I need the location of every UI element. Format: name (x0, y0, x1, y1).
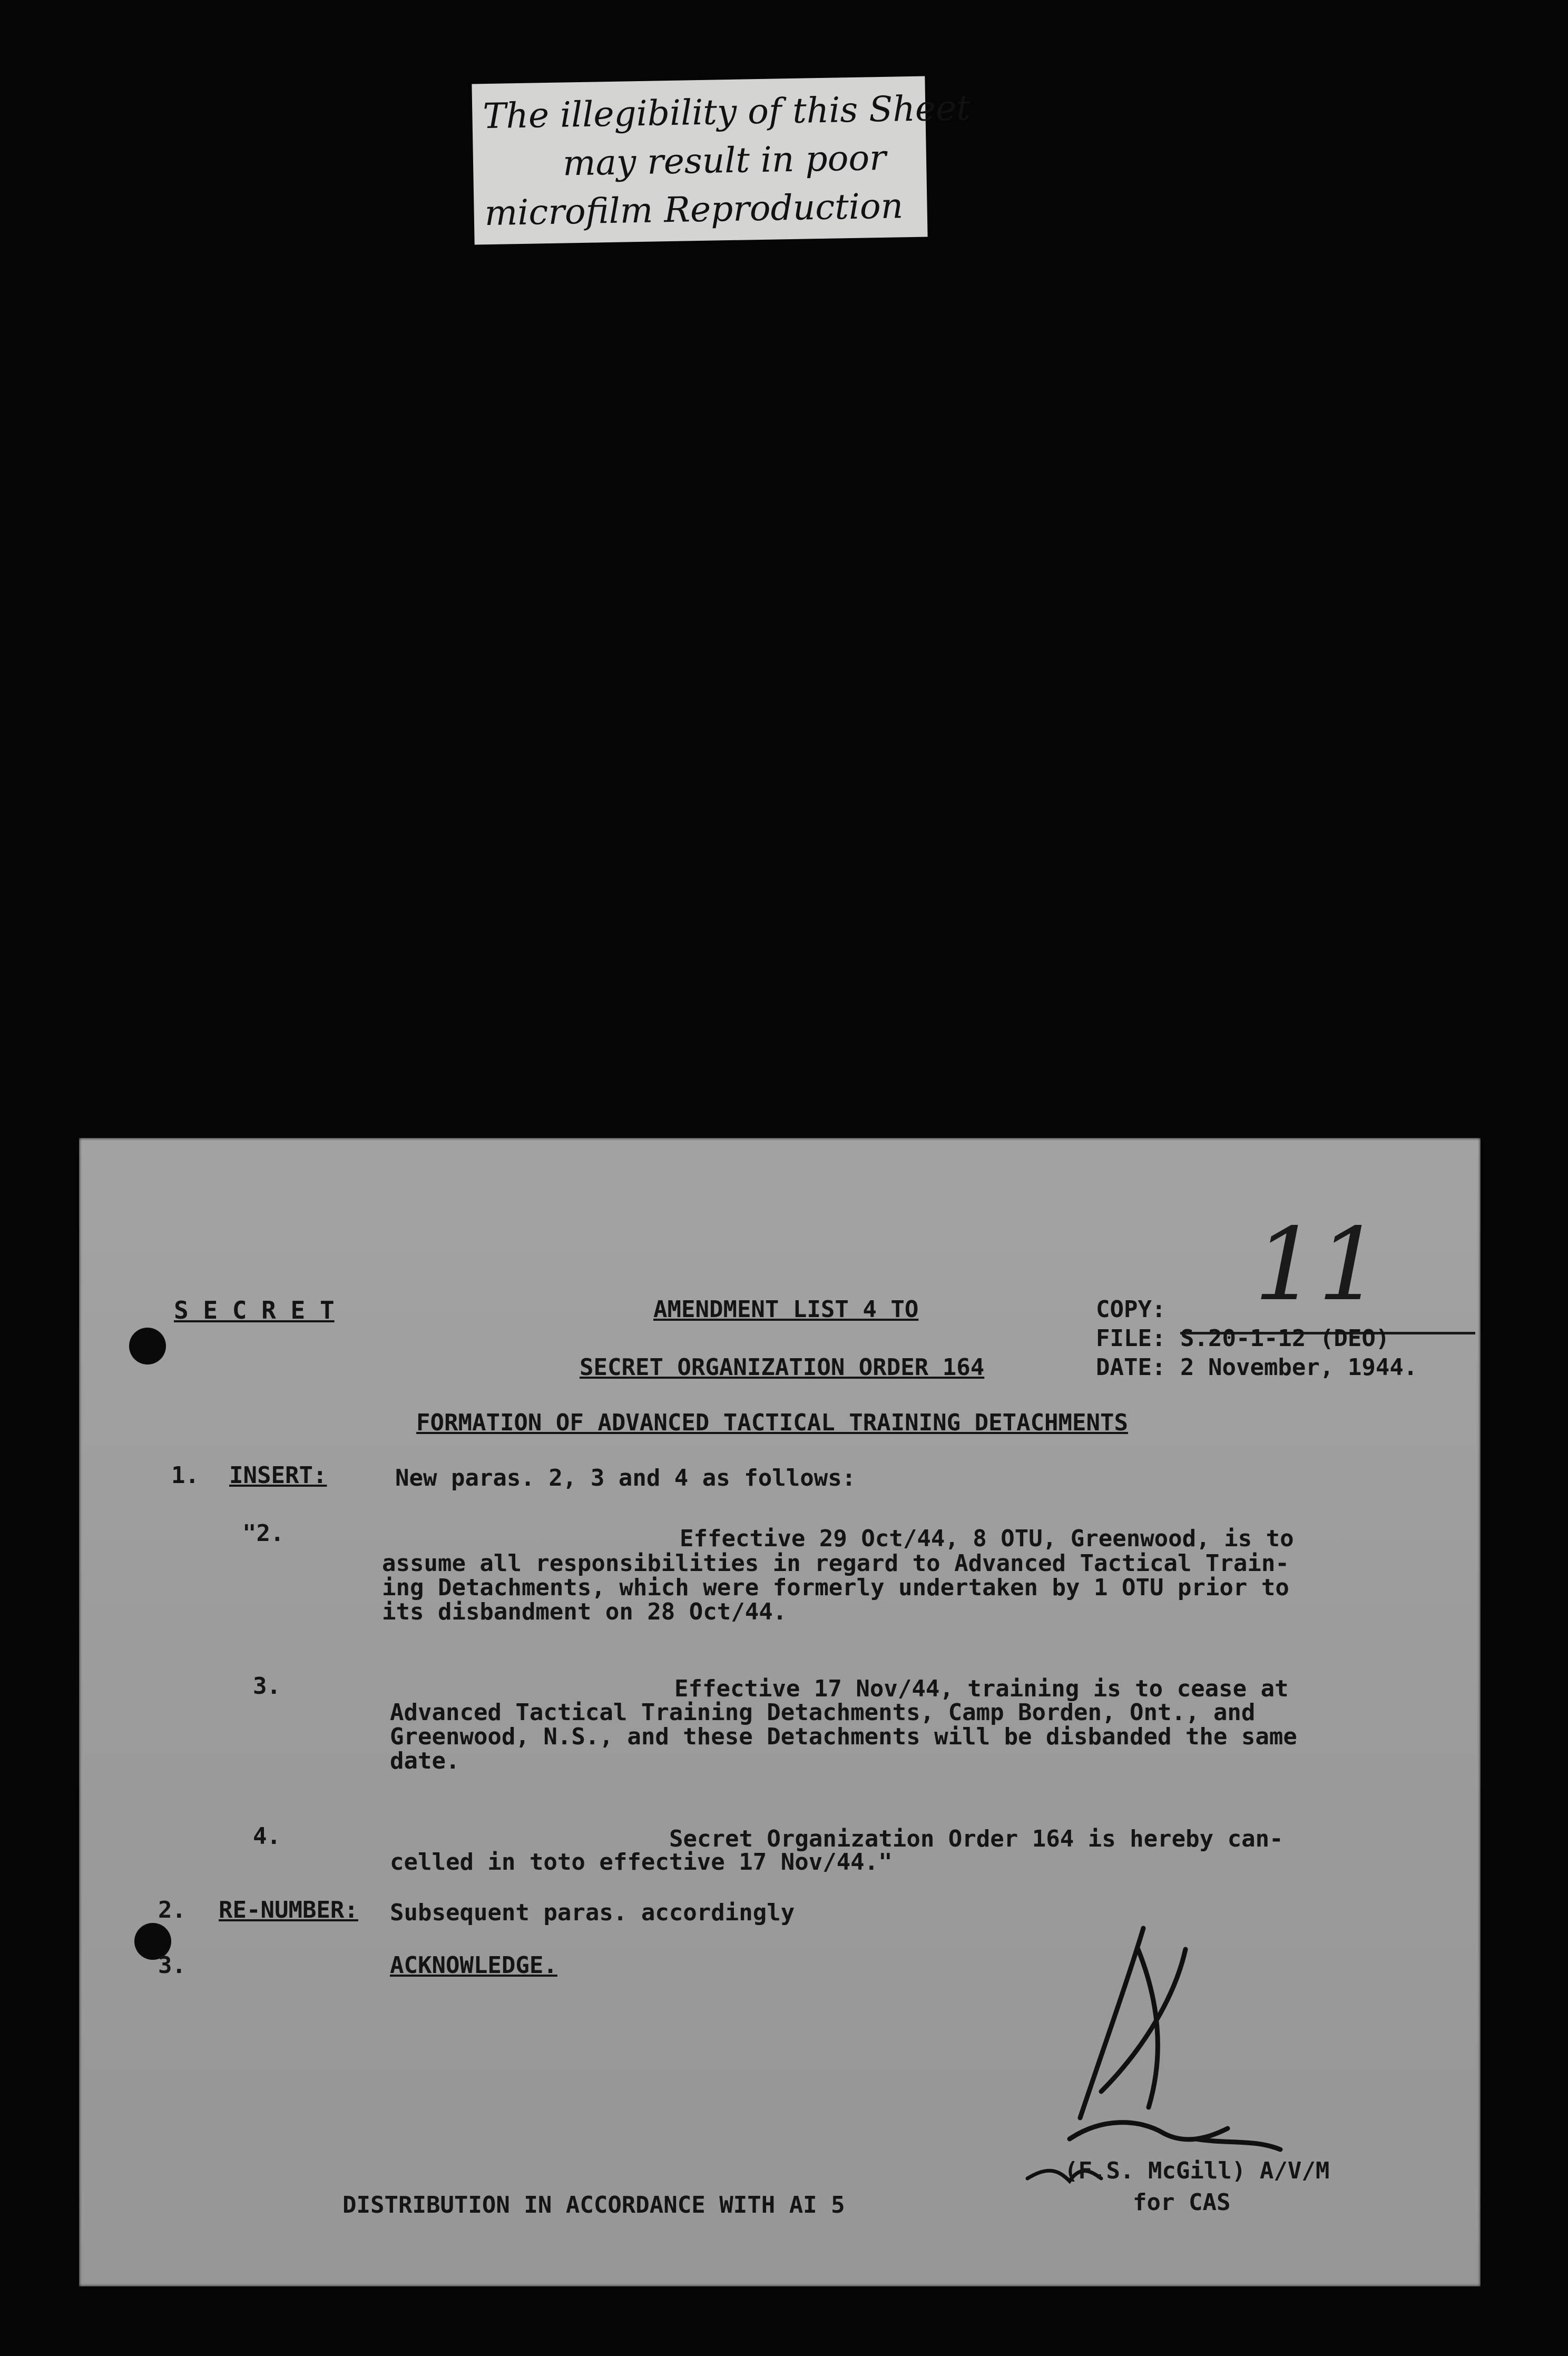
para-2-first-line: Effective 29 Oct/44, 8 OTU, Greenwood, is to (680, 1525, 1294, 1552)
para-4-first-line: Secret Organization Order 164 is hereby can- (669, 1825, 1283, 1852)
notice-line-3: microfilm Reproduction (484, 185, 904, 234)
para-2-body: assume all responsibilities in regard to Advanced Tactical Train- ing Detachments, which were formerly undertaken by 1 OTU prior to its disbandment on 28 Oct/44. (382, 1550, 1289, 1625)
acknowledge-text: ACKNOWLEDGE. (390, 1952, 557, 1979)
item-3-number: 3. (158, 1952, 186, 1979)
file-label: FILE: (1096, 1325, 1166, 1352)
subject-heading: FORMATION OF ADVANCED TACTICAL TRAINING DETACHMENTS (416, 1409, 1129, 1436)
document-sheet (79, 1138, 1481, 2286)
para-3-number: 3. (253, 1673, 281, 1700)
punch-hole-top (129, 1328, 166, 1364)
amendment-title: AMENDMENT LIST 4 TO (653, 1296, 919, 1323)
item-1-label: INSERT: (229, 1462, 327, 1489)
item-1-number: 1. (171, 1462, 199, 1489)
signatory-role: for CAS (1133, 2189, 1231, 2216)
item-2-label: RE-NUMBER: (219, 1897, 358, 1923)
item-2-text: Subsequent paras. accordingly (390, 1899, 795, 1926)
copy-label: COPY: (1096, 1296, 1166, 1323)
order-title: SECRET ORGANIZATION ORDER 164 (580, 1354, 985, 1381)
item-2-number: 2. (158, 1897, 186, 1923)
item-1-text: New paras. 2, 3 and 4 as follows: (395, 1465, 856, 1491)
copy-number: 11 (1254, 1206, 1381, 1323)
para-3-body: Advanced Tactical Training Detachments, Camp Borden, Ont., and Greenwood, N.S., and these Detachments will be disbanded the same date. (390, 1699, 1297, 1774)
notice-line-1: The illegibility of this Sheet (482, 87, 971, 137)
para-4-number: 4. (253, 1823, 281, 1850)
date-value: 2 November, 1944. (1180, 1354, 1418, 1381)
notice-line-2: may result in poor (562, 137, 887, 184)
signatory-name: (F.S. McGill) A/V/M (1064, 2157, 1330, 2184)
distribution-note: DISTRIBUTION IN ACCORDANCE WITH AI 5 (342, 2192, 845, 2218)
classification-heading: S E C R E T (174, 1296, 335, 1324)
illegibility-notice (472, 76, 971, 245)
para-4-body: celled in toto effective 17 Nov/44." (390, 1849, 893, 1876)
para-3-first-line: Effective 17 Nov/44, training is to cease at (674, 1675, 1289, 1702)
file-value: S.20-1-12 (DEO) (1180, 1325, 1390, 1352)
date-label: DATE: (1096, 1354, 1166, 1381)
para-2-number: "2. (242, 1520, 285, 1547)
